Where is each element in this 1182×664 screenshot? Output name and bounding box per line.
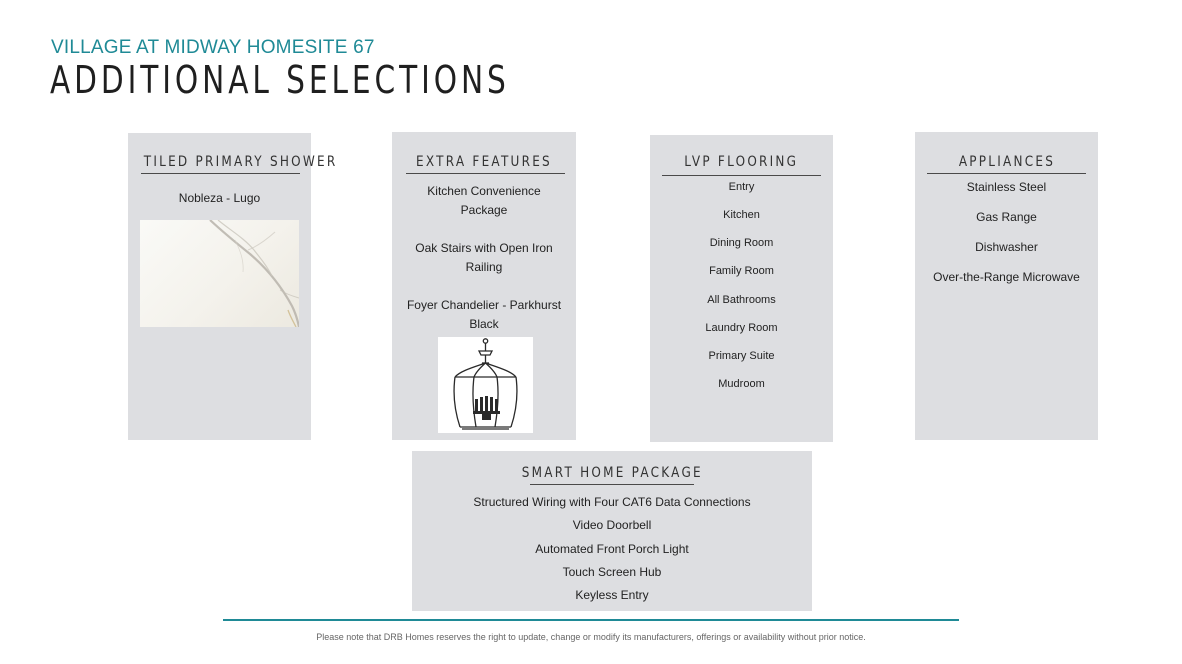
list-item: Primary Suite: [708, 350, 775, 362]
list-item: Nobleza - Lugo: [178, 191, 261, 205]
marble-tile-image: [140, 220, 299, 327]
card-divider: [662, 175, 821, 176]
list-item: Gas Range: [976, 210, 1037, 224]
card-divider: [927, 173, 1086, 174]
footer-divider: [223, 619, 959, 621]
card-heading: SMART HOME PACKAGE: [521, 465, 703, 481]
card-divider: [406, 173, 565, 174]
card-heading: APPLIANCES: [958, 154, 1055, 170]
list-item: Touch Screen Hub: [562, 565, 662, 579]
list-item: Entry: [728, 181, 755, 193]
list-item: Dining Room: [709, 237, 774, 249]
chandelier-icon: [438, 337, 533, 433]
list-item: Dishwasher: [975, 240, 1038, 254]
card-appliances: [915, 132, 1098, 440]
chandelier-image: [438, 337, 533, 433]
list-item: Family Room: [709, 265, 774, 277]
page-title: ADDITIONAL SELECTIONS: [50, 58, 510, 102]
list-item: Package: [460, 203, 508, 217]
list-item: Oak Stairs with Open Iron: [415, 241, 553, 255]
card-heading: EXTRA FEATURES: [416, 154, 552, 170]
list-item: Keyless Entry: [575, 588, 649, 602]
list-item: Railing: [465, 260, 503, 274]
list-item: All Bathrooms: [707, 294, 776, 306]
list-item: Stainless Steel: [966, 180, 1047, 194]
footer-disclaimer: Please note that DRB Homes reserves the right to update, change or modify its manufacturers, offerings or availability without prior notice.: [316, 632, 866, 642]
list-item: Video Doorbell: [572, 518, 652, 532]
list-item: Black: [469, 317, 499, 331]
list-item: Over-the-Range Microwave: [933, 270, 1080, 284]
card-extra-features: [392, 132, 576, 440]
marble-veins: [140, 220, 299, 327]
card-divider: [530, 484, 694, 485]
page-subtitle: VILLAGE AT MIDWAY HOMESITE 67: [51, 37, 375, 58]
card-heading: LVP FLOORING: [684, 154, 799, 170]
card-tiled-primary-shower: [128, 133, 338, 440]
card-smart-home-package: [412, 451, 812, 611]
list-item: Kitchen Convenience: [427, 184, 541, 198]
list-item: Structured Wiring with Four CAT6 Data Connections: [473, 495, 751, 509]
list-item: Automated Front Porch Light: [535, 542, 689, 556]
card-divider: [141, 173, 300, 174]
list-item: Foyer Chandelier - Parkhurst: [406, 298, 562, 312]
card-lvp-flooring: [650, 135, 833, 442]
list-item: Kitchen: [723, 209, 760, 221]
list-item: Laundry Room: [705, 322, 778, 334]
card-heading: TILED PRIMARY SHOWER: [143, 154, 338, 170]
list-item: Mudroom: [718, 378, 765, 390]
